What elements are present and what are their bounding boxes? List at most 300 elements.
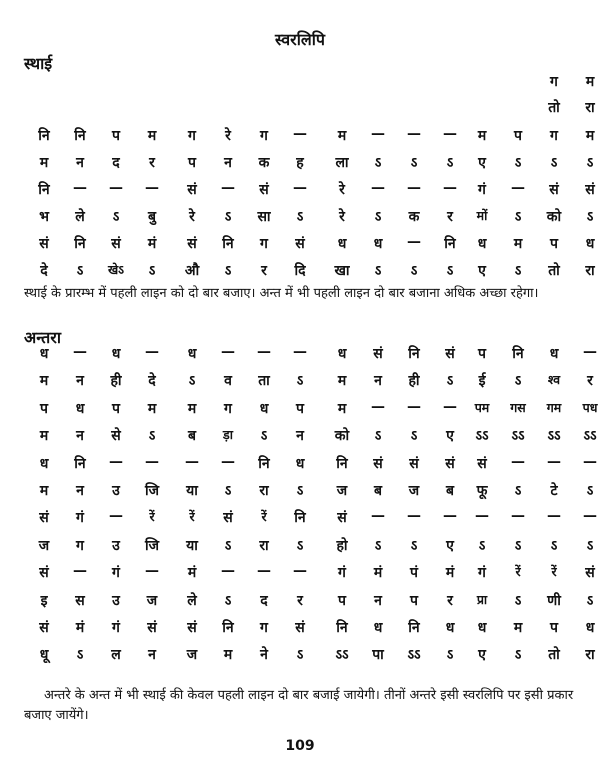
note-cell: ऽ [586,592,594,609]
notation-row [30,234,595,254]
note-cell: — [109,508,123,525]
note-cell: गस [510,399,526,415]
note-cell: गं [478,182,486,198]
note-cell: र [587,373,593,390]
note-cell: ध [445,620,455,636]
note-cell: नि [336,620,348,636]
note-cell: मं [187,565,197,582]
note-cell: ऽ [188,373,196,390]
note-cell: सं [39,565,49,582]
note-cell: न [374,373,382,390]
note-cell: ब [188,428,196,445]
note-cell: — [371,398,385,415]
note-cell: ए [478,263,486,279]
notation-row [30,180,595,200]
note-cell: म [513,236,523,252]
note-cell: प [478,346,486,362]
note-cell: रे [339,209,345,225]
note-cell: म [39,373,49,390]
note-cell: ध [373,236,383,252]
note-cell: — [443,126,457,142]
notation-row [30,591,594,611]
notation-row [30,563,595,583]
note-cell: उ [112,537,120,554]
note-cell: ऽ [514,647,522,664]
note-cell: ध [337,346,347,362]
note-cell: गं [338,565,346,582]
note-cell: र [261,263,267,279]
note-cell: र [297,592,303,609]
note-cell: न [374,592,382,609]
note-cell: ज [146,592,158,609]
note-cell: — [475,508,489,525]
note-cell: दे [40,263,48,279]
note-cell: — [371,508,385,525]
note-cell: सं [409,455,419,472]
note-cell: ऽ [514,537,522,554]
note-cell: सं [585,565,595,582]
note-cell: म [337,373,347,390]
note-cell: सं [549,182,559,198]
note-cell: म [585,74,595,90]
note-cell: ध [259,400,269,417]
note-cell: ले [187,592,197,609]
note-cell: ऽ [446,647,454,664]
note-cell: ध [477,620,487,636]
note-cell: ऽ [586,483,594,499]
note-cell: सा [257,209,271,225]
note-cell: — [293,180,307,196]
note-cell: ए [478,155,486,171]
note-cell: ग [260,620,268,636]
note-cell: तो [548,263,560,279]
note-cell: खेऽ [107,262,125,277]
note-cell: — [145,453,159,470]
note-cell: ध [549,346,559,362]
note-cell: — [371,180,385,196]
notation-row [30,344,597,364]
note-cell: द [112,155,120,171]
note-cell: ग [260,236,268,252]
note-cell: ध [337,236,347,252]
notation-row [30,508,597,528]
note-cell: म [513,620,523,636]
note-cell: म [337,128,347,144]
note-cell: ऽ [224,483,232,499]
note-cell: फू [476,483,488,499]
notation-row [30,618,595,638]
note-cell: ऽ [410,263,418,279]
note-cell: ज [38,537,50,554]
note-cell: पं [410,565,418,582]
note-cell: ही [110,373,122,390]
note-cell: ऽ [514,263,522,279]
note-cell: रा [585,647,595,664]
note-cell: — [407,180,421,196]
note-cell: ऽ [224,592,232,609]
notation-row [30,126,595,146]
note-cell: — [221,453,235,470]
note-cell: स [75,592,85,609]
note-cell: इ [40,592,48,609]
note-cell: ला [335,155,349,171]
note-cell: र [447,592,453,609]
note-cell: ऽ [148,263,156,279]
note-cell: प [112,400,120,417]
note-cell: ऽ [224,263,232,279]
note-cell: ऽ [296,209,304,225]
note-cell: ऽ [374,537,382,554]
note-cell: गं [76,510,84,527]
note-cell: भ [39,209,49,225]
note-cell: प [296,400,304,417]
note-cell: नि [74,455,86,472]
note-cell: सं [295,236,305,252]
note-cell: रे [339,182,345,198]
note-cell: ऽ [410,428,418,445]
note-cell: या [186,483,198,499]
note-cell: न [76,428,84,445]
note-cell: सं [111,236,121,252]
note-cell: ऽऽ [407,647,421,664]
note-cell: गम [546,399,562,415]
note-cell: धू [39,647,49,664]
note-cell: ता [258,373,270,390]
note-cell: नि [294,510,306,527]
note-cell: रे [189,209,195,225]
note-cell: दे [148,373,156,390]
note-cell: ध [39,455,49,472]
note-cell: — [257,344,271,360]
note-cell: नि [74,128,86,144]
note-cell: ऽ [446,373,454,390]
note-cell: ऽ [550,537,558,554]
note-cell: ऽ [514,209,522,225]
note-cell: — [583,453,597,470]
note-cell: ग [550,128,558,144]
note-cell: ऽ [514,155,522,171]
note-cell: सं [295,620,305,636]
note-cell: श्व [547,372,561,388]
note-cell: ग [76,537,84,554]
note-cell: सं [259,182,269,198]
note-cell: ऽ [410,155,418,171]
note-cell: — [547,453,561,470]
note-cell: ज [408,483,420,499]
note-cell: नि [38,182,50,198]
notation-row [30,398,598,419]
note-cell: — [407,508,421,525]
note-cell: रे [225,128,231,144]
note-cell: प [40,400,48,417]
note-cell: सं [337,510,347,527]
note-cell: नि [336,455,348,472]
note-cell: ऽ [514,592,522,609]
note-cell: रें [261,509,267,525]
note-cell: रा [259,483,269,499]
note-cell: र [149,155,155,171]
note-cell: ऽ [410,537,418,554]
note-cell: प [550,620,558,636]
note-cell: सं [477,455,487,472]
note-cell: रें [551,564,557,580]
note-cell: सं [147,620,157,636]
note-cell: — [511,180,525,196]
note-cell: — [371,126,385,142]
note-cell: नि [222,620,234,636]
note-cell: म [39,483,49,499]
note-cell: ऽ [586,209,594,225]
note-cell: — [145,180,159,196]
pickup-row [30,72,595,92]
note-cell: प्रा [476,591,488,607]
note-cell: म [187,400,197,417]
note-cell: म [477,128,487,144]
notation-row [30,453,597,474]
note-cell: ग [188,128,196,144]
note-cell: गं [478,565,486,582]
note-cell: ध [477,236,487,252]
note-cell: म [39,428,49,445]
note-cell: ध [111,346,121,362]
note-cell: सं [187,182,197,198]
note-cell: नि [512,346,524,362]
note-cell: णी [547,592,561,609]
note-cell: — [73,563,87,580]
note-cell: — [293,344,307,360]
note-cell: — [257,563,271,580]
note-cell: उ [112,483,120,499]
note-cell: ज [336,483,348,499]
note-cell: ए [446,537,454,554]
note-cell: ध [75,400,85,417]
note-cell: प [550,236,558,252]
note-cell: ई [478,373,486,390]
note-cell: नि [38,128,50,144]
note-cell: नि [258,455,270,472]
notation-row [30,536,594,556]
note-cell: — [145,344,159,360]
note-cell: ऽ [586,537,594,554]
note-cell: — [221,563,235,580]
note-cell: म [223,647,233,664]
note-cell: से [111,428,121,445]
note-cell: ग [224,400,232,417]
note-cell: को [546,209,562,225]
notation-row [30,426,597,446]
note-cell: ऽऽ [335,647,349,664]
note-cell: — [511,453,525,470]
note-cell: रें [149,509,155,525]
note-cell: प [112,128,120,144]
note-cell: सं [445,455,455,472]
note-cell: ऽ [296,373,304,390]
note-cell: व [224,373,232,390]
note-cell: रा [585,263,595,279]
note-cell: या [186,537,198,554]
note-cell: जि [144,483,159,499]
note-cell: ऽ [446,263,454,279]
note-cell: ब [374,483,382,499]
note-cell: रा [585,100,595,116]
note-cell: क [258,155,270,171]
note-cell: रें [515,564,521,580]
note-cell: प [514,128,522,144]
note-cell: न [76,373,84,390]
note-cell: — [547,508,561,525]
antara-note: अन्तरे के अन्त में भी स्थाई की केवल पहली लाइन दो बार बजाई जायेगी। तीनों अन्तरे इसी स्वरलिपि पर इसी प्रकार बजाए जायेंगे। [24,688,574,723]
note-cell: — [73,344,87,360]
note-cell: ज [186,647,198,664]
note-cell: ले [75,209,85,225]
note-cell: ऽ [446,155,454,171]
note-cell: खा [334,263,350,279]
note-cell: प [188,155,196,171]
note-cell: ऽ [296,647,304,664]
note-cell: ऽ [296,483,304,499]
note-cell: ग [260,128,268,144]
notation-row [30,645,595,665]
note-cell: ऽ [224,537,232,554]
note-cell: ऽ [374,263,382,279]
note-cell: म [39,155,49,171]
note-cell: ऽ [76,647,84,664]
note-cell: टे [550,483,558,499]
note-cell: न [296,428,304,445]
note-cell: सं [187,236,197,252]
note-cell: ए [446,428,454,445]
page-number: 109 [285,738,315,754]
note-cell: ऽऽ [475,428,489,445]
note-cell: ऽ [148,428,156,445]
note-cell: द [260,592,268,609]
note-cell: ऽ [224,209,232,225]
note-cell: ध [187,346,197,362]
note-cell: हो [336,537,348,554]
note-cell: ऽऽ [511,428,525,445]
note-cell: म [585,128,595,144]
note-cell: — [583,508,597,525]
note-cell: मं [445,565,455,582]
note-cell: म [147,128,157,144]
sthai-note: स्थाई के प्रारम्भ में पहली लाइन को दो बार बजाए। अन्त में भी पहली लाइन दो बार बजाना अधिक अच्छा रहेगा। [24,286,539,301]
note-cell: म [337,400,347,417]
note-cell: सं [585,182,595,198]
note-cell: नि [222,236,234,252]
note-cell: ऽ [296,537,304,554]
antara-heading: अन्तरा [24,328,61,347]
note-cell: न [76,483,84,499]
note-cell: ध [373,620,383,636]
note-cell: — [221,180,235,196]
note-cell: गं [112,620,120,636]
notation-row [30,207,594,227]
note-cell: — [109,180,123,196]
notation-row [30,261,595,281]
note-cell: सं [373,346,383,362]
note-cell: ऽ [76,263,84,279]
note-cell: — [407,234,421,250]
note-cell: ए [478,647,486,664]
note-cell: सं [39,620,49,636]
note-cell: ऽ [374,209,382,225]
note-cell: — [443,398,457,415]
note-cell: तो [548,100,560,116]
note-cell: ध [585,620,595,636]
note-cell: जि [144,537,159,554]
note-cell: ऽ [478,537,486,554]
note-cell: न [148,647,156,664]
note-cell: दि [294,263,306,279]
note-cell: ध [295,455,305,472]
note-cell: ध [585,236,595,252]
note-cell: — [583,344,597,360]
note-cell: ऽ [514,373,522,390]
note-cell: — [293,126,307,142]
note-cell: ऽ [112,209,120,225]
note-cell: न [224,155,232,171]
note-cell: क [408,209,420,225]
note-cell: ने [260,647,268,664]
note-cell: सं [39,510,49,527]
note-cell: ही [408,373,420,390]
note-cell: ऽऽ [547,428,561,445]
note-cell: प [338,592,346,609]
note-cell: मं [147,236,157,252]
note-cell: पम [474,399,490,415]
note-cell: ल [111,647,121,664]
note-cell: — [73,180,87,196]
note-cell: — [407,126,421,142]
note-cell: सं [39,236,49,252]
note-cell: ऽ [374,428,382,445]
note-cell: न [76,155,84,171]
note-cell: ऽऽ [583,428,597,445]
note-cell: सं [223,510,233,527]
notation-row [30,153,594,173]
note-cell: को [334,428,350,445]
note-cell: म [147,400,157,417]
note-cell: सं [445,346,455,362]
note-cell: ऽ [260,428,268,445]
note-cell: ऽ [374,155,382,171]
pickup-row [30,98,595,118]
note-cell: ऽ [514,483,522,499]
page-title: स्वरलिपि [275,30,325,49]
note-cell: नि [444,236,456,252]
note-cell: — [185,453,199,470]
notation-row [30,371,593,391]
note-cell: नि [74,236,86,252]
note-cell: ध [39,346,49,362]
note-cell: ग [550,74,558,90]
note-cell: बु [148,209,156,225]
note-cell: रा [259,537,269,554]
note-cell: मों [476,208,488,223]
note-cell: गं [112,565,120,582]
note-cell: ऽ [586,155,594,171]
note-cell: र [447,209,453,225]
note-cell: मं [75,620,85,636]
note-cell: नि [408,620,420,636]
note-cell: मं [373,565,383,582]
note-cell: ब [446,483,454,499]
note-cell: — [293,563,307,580]
note-cell: — [443,180,457,196]
note-cell: ह [296,155,304,171]
note-cell: प [410,592,418,609]
note-cell: ऽ [550,155,558,171]
